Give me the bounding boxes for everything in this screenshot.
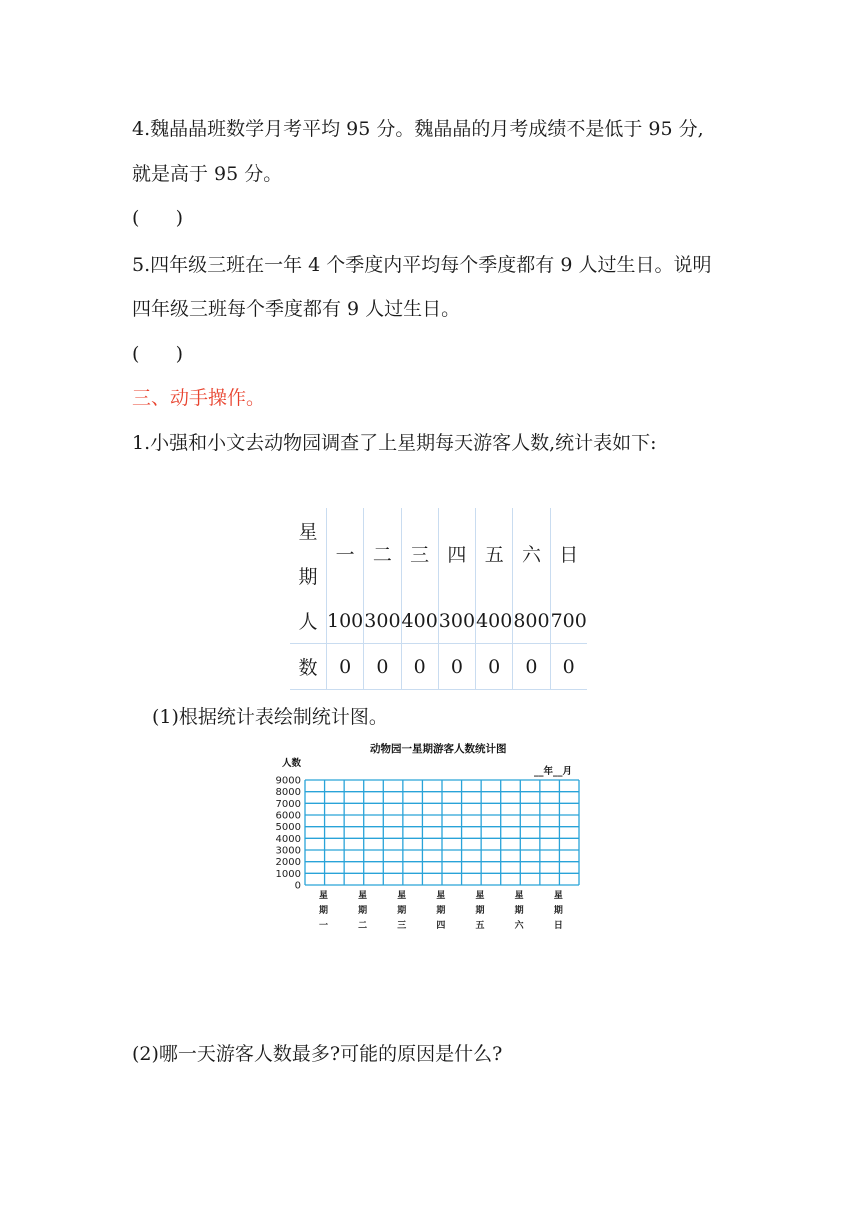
- x-category-label: 期: [553, 906, 563, 916]
- table-day: 四: [438, 508, 475, 598]
- table-value-top: 400: [476, 598, 513, 644]
- table-header-label-bottom: 期: [298, 566, 318, 588]
- q5-answer-blank[interactable]: ( ): [132, 343, 184, 365]
- table-value-top: 300: [438, 598, 475, 644]
- table-row-label-bottom: 数: [290, 644, 327, 690]
- table-value-bottom: 0: [550, 644, 587, 690]
- y-tick-label: 4000: [275, 833, 301, 845]
- problem1-sub2: (2)哪一天游客人数最多?可能的原因是什么?: [132, 1043, 503, 1065]
- x-category-label: 期: [358, 906, 368, 916]
- q4-line1: 4.魏晶晶班数学月考平均 95 分。魏晶晶的月考成绩不是低于 95 分,: [132, 118, 704, 140]
- x-category-label: 星: [358, 891, 368, 901]
- table-value-top: 300: [364, 598, 401, 644]
- x-category-label: 期: [318, 906, 328, 916]
- visitor-bar-chart: [270, 738, 600, 938]
- table-value-bottom: 0: [476, 644, 513, 690]
- x-category-label: 日: [553, 921, 563, 931]
- table-row-label-top: 人: [290, 598, 327, 644]
- y-tick-label: 7000: [275, 798, 301, 810]
- q5-line1: 5.四年级三班在一年 4 个季度内平均每个季度都有 9 人过生日。说明: [132, 254, 712, 276]
- x-category-label: 期: [475, 906, 485, 916]
- table-value-top: 400: [401, 598, 438, 644]
- x-category-label: 期: [436, 906, 446, 916]
- table-value-bottom: 0: [513, 644, 550, 690]
- y-tick-label: 8000: [275, 787, 301, 799]
- y-tick-label: 9000: [275, 775, 301, 787]
- table-value-bottom: 0: [438, 644, 475, 690]
- chart-title: 动物园一星期游客人数统计图: [370, 743, 507, 755]
- y-axis-label: 人数: [282, 758, 302, 769]
- x-category-label: 四: [436, 921, 446, 931]
- x-category-label: 星: [475, 891, 485, 901]
- y-tick-label: 5000: [275, 822, 301, 834]
- table-day: 二: [364, 508, 401, 598]
- table-value-top: 100: [327, 598, 364, 644]
- y-tick-label: 2000: [275, 857, 301, 869]
- table-day: 三: [401, 508, 438, 598]
- x-category-label: 星: [514, 891, 524, 901]
- x-category-label: 星: [318, 891, 328, 901]
- x-category-label: 星: [397, 891, 407, 901]
- x-category-label: 星: [436, 891, 446, 901]
- problem1-sub1: (1)根据统计表绘制统计图。: [152, 706, 388, 728]
- visitor-table: [290, 508, 587, 690]
- date-field: __年__月: [534, 766, 573, 777]
- x-category-label: 星: [553, 891, 563, 901]
- x-category-label: 三: [397, 921, 407, 931]
- table-value-top: 800: [513, 598, 550, 644]
- problem1-intro: 1.小强和小文去动物园调查了上星期每天游客人数,统计表如下:: [132, 432, 657, 454]
- section3-title: 三、动手操作。: [132, 387, 266, 409]
- table-value-bottom: 0: [401, 644, 438, 690]
- q5-line2: 四年级三班每个季度都有 9 人过生日。: [132, 298, 461, 320]
- x-category-label: 一: [318, 921, 328, 931]
- x-category-label: 五: [475, 921, 485, 931]
- table-day: 日: [550, 508, 587, 598]
- x-category-label: 期: [514, 906, 524, 916]
- x-category-label: 六: [514, 921, 524, 931]
- table-day: 一: [327, 508, 364, 598]
- q4-line2: 就是高于 95 分。: [132, 163, 283, 185]
- q4-answer-blank[interactable]: ( ): [132, 207, 184, 229]
- y-tick-label: 3000: [275, 845, 301, 857]
- table-header-label-top: 星: [298, 521, 318, 543]
- x-category-label: 二: [358, 921, 368, 931]
- table-day: 六: [513, 508, 550, 598]
- table-day: 五: [476, 508, 513, 598]
- y-tick-label: 6000: [275, 810, 301, 822]
- table-value-bottom: 0: [364, 644, 401, 690]
- y-tick-label: 0: [294, 880, 301, 892]
- table-value-top: 700: [550, 598, 587, 644]
- x-category-label: 期: [397, 906, 407, 916]
- y-tick-label: 1000: [275, 868, 301, 880]
- table-value-bottom: 0: [327, 644, 364, 690]
